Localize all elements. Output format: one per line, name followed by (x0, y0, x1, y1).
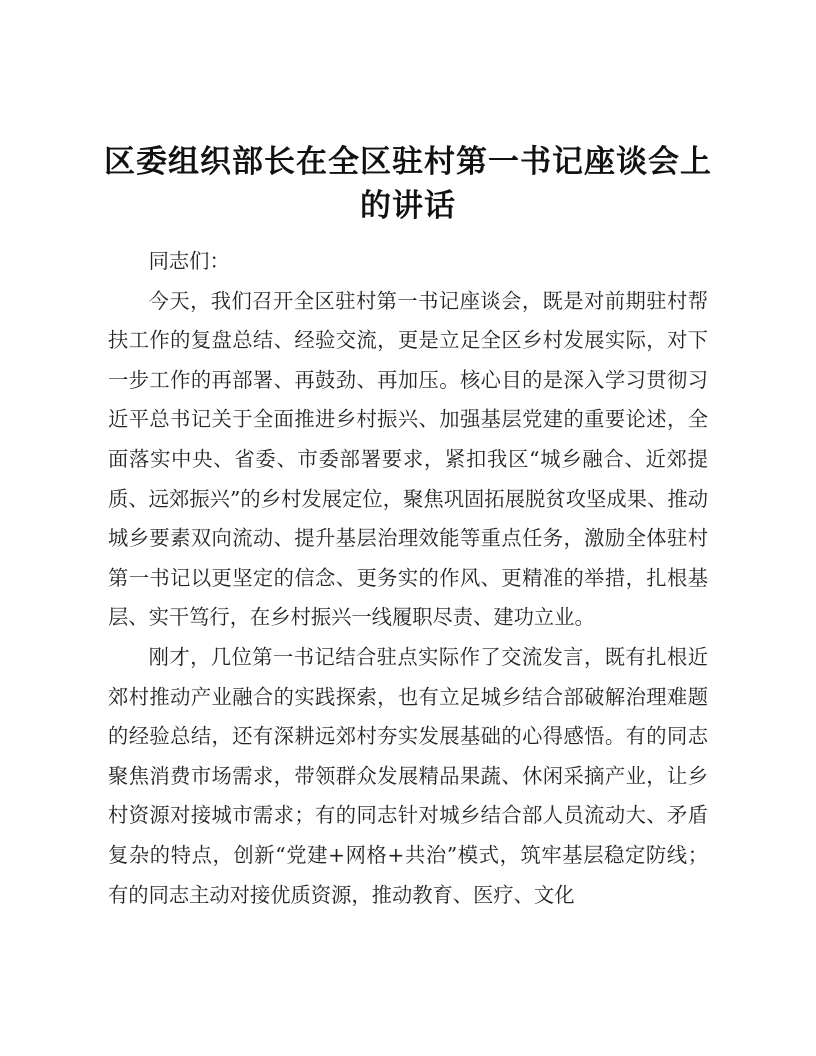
paragraph: 刚才，几位第一书记结合驻点实际作了交流发言，既有扎根近郊村推动产业融合的实践探索，也有立足城乡结合部破解治理难题的经验总结，还有深耕远郊村夯实发展基础的心得感悟。有的同志聚焦消费市场需求，带领群众发展精品果蔬、休闲采摘产业，让乡村资源对接城市需求；有的同志针对城乡结合部人员流动大、矛盾复杂的特点，创新“党建+网格+共治”模式，筑牢基层稳定防线；有的同志主动对接优质资源，推动教育、医疗、文化 (108, 644, 708, 907)
document-title: 区委组织部长在全区驻村第一书记座谈会上的讲话 (104, 144, 712, 224)
document-body (108, 242, 708, 915)
paragraph: 今天，我们召开全区驻村第一书记座谈会，既是对前期驻村帮扶工作的复盘总结、经验交流，更是立足全区乡村发展实际，对下一步工作的再部署、再鼓劲、再加压。核心目的是深入学习贯彻习近平总书记关于全面推进乡村振兴、加强基层党建的重要论述，全面落实中央、省委、市委部署要求，紧扣我区“城乡融合、近郊提质、远郊振兴”的乡村发展定位，聚焦巩固拓展脱贫攻坚成果、推动城乡要素双向流动、提升基层治理效能等重点任务，激励全体驻村第一书记以更坚定的信念、更务实的作风、更精准的举措，扎根基层、实干笃行，在乡村振兴一线履职尽责、建功立业。 (108, 288, 708, 630)
salutation: 同志们： (148, 249, 230, 273)
